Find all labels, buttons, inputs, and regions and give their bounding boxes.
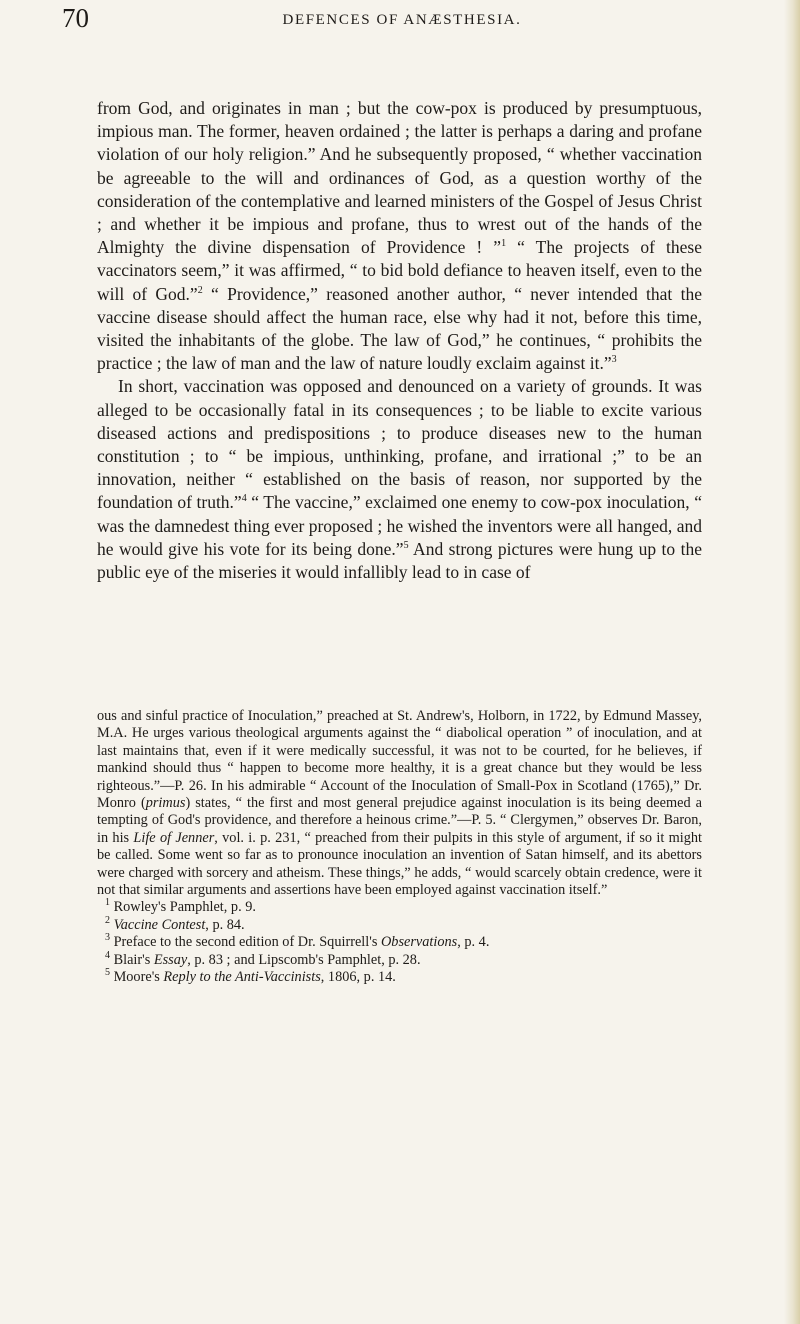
- footnote-marker: 1: [105, 897, 110, 909]
- text-run: And strong pictures were hung up to the public eye of the miseries it would infallibly lead to in case of: [97, 538, 702, 583]
- text-run: Preface to the second edition of Dr. Squirrell's: [110, 934, 381, 951]
- footnote-1: [97, 899, 702, 916]
- footnote-ref: 1: [501, 238, 507, 250]
- footnote-ref: 5: [403, 540, 409, 552]
- text-run: Moore's: [110, 969, 164, 986]
- text-run: , p. 4.: [457, 934, 490, 951]
- text-run: from God, and originates in man ; but the cow-pox is produced by presumptuous, impious man. The former, heaven ordained ; the latter is perhaps a daring and profane violation of our holy religion.” And he subsequently proposed, “ whether vaccination be agreeable to the will and ordinances of God, as a question worthy of the consideration of the contemplative and learned ministers of the Gospel of Jesus Christ ; and whether it be impious and profane, thus to wrest out of the hands of the Almighty the divine dispensation of Providence ! ”: [97, 98, 702, 258]
- text-run: “ The vaccine,” exclaimed one enemy to cow-pox inoculation, “ was the damnedest thing ever proposed ; he wished the inventors were all hanged, and he would give his vote for its being done.”: [97, 492, 702, 559]
- italic-title: Vaccine Contest: [113, 916, 206, 933]
- text-run: In short, vaccination was opposed and denounced on a variety of grounds. It was alleged to be occasionally fatal in its consequences ; to be liable to excite various diseased actions and predispositions ; to produce diseases new to the human constitution ; to “ be impious, unthinking, profane, and irrational ;” to be an innovation, neither “ established on the basis of reason, nor supported by the foundation of truth.”: [97, 376, 702, 513]
- italic-title: primus: [145, 795, 186, 812]
- text-run: , p. 84.: [205, 916, 245, 933]
- text-run: , 1806, p. 14.: [320, 969, 396, 986]
- footnote-ref: 3: [611, 354, 617, 366]
- text-run: Rowley's Pamphlet, p. 9.: [110, 899, 256, 916]
- footnote-marker: 4: [105, 949, 110, 961]
- text-run: “ Providence,” reasoned another author, “ never intended that the vaccine disease should affect the human race, else why had it not, before this time, visited the inhabitants of the globe. The law of God,” he continues, “ prohibits the practice ; the law of man and the law of nature loudly exclaim against it.”: [97, 283, 702, 374]
- footnote-2: [97, 917, 702, 934]
- body-paragraph: [97, 97, 702, 375]
- footnote-5: [97, 969, 702, 986]
- footnote-4: [97, 949, 702, 969]
- text-run: ) states, “ the first and most general prejudice against inoculation is its being deemed a tempting of God's providence, and therefore a heinous crime.”—P. 5. “ Clergymen,” observes Dr. Baron, in his: [97, 795, 702, 846]
- scan-edge-shadow: [784, 0, 800, 1324]
- text-run: ous and sinful practice of Inoculation,” preached at St. Andrew's, Holborn, in 1722, by Edmund Massey, M.A. He urges various theological arguments against the “ diabolical operation ” of inoculation, and at last maintains that, even if it were medically successful, it was not to be courted, for he believes, if mankind should thus “ happen to become more healthy, it is a great chance but they would be less righteous.”—P. 26. In his admirable “ Account of the Inoculation of Small-Pox in Scotland (1765),” Dr. Monro (: [97, 708, 702, 812]
- italic-title: Life of Jenner: [133, 829, 215, 846]
- text-run: , p. 83 ; and Lipscomb's Pamphlet, p. 28.: [187, 951, 421, 968]
- italic-title: Reply to the Anti-Vaccinists: [163, 969, 321, 986]
- footnote-marker: 2: [105, 915, 110, 927]
- page-header: [62, 0, 742, 34]
- italic-title: Observations: [380, 934, 458, 951]
- footnotes: [97, 708, 702, 987]
- body-paragraph: [97, 375, 702, 584]
- italic-title: Essay: [153, 951, 188, 968]
- running-head: DEFENCES OF ANÆSTHESIA.: [282, 12, 522, 28]
- text-run: , vol. i. p. 231, “ preached from their pulpits in this style of argument, if so it might be called. Some went so far as to pronounce inoculation an invention of Satan himself, and its abettors were charged with sorcery and atheism. These things,” he adds, “ would scarcely obtain credence, were it not that similar arguments and assertions have been employed against vaccination itself.”: [97, 829, 702, 899]
- footnote-3: [97, 934, 702, 951]
- text-run: Blair's: [110, 951, 154, 968]
- footnote-marker: 5: [105, 967, 110, 979]
- continued-footnote: [97, 708, 702, 899]
- text-run: “ The projects of these vaccinators seem,” it was affirmed, “ to bid bold defiance to heaven itself, even to the will of God.”: [97, 237, 702, 304]
- main-text: [97, 97, 702, 584]
- page-number: 70: [62, 3, 89, 33]
- footnote-ref: 2: [197, 284, 203, 296]
- footnote-marker: 3: [105, 932, 110, 944]
- footnote-ref: 4: [241, 493, 247, 505]
